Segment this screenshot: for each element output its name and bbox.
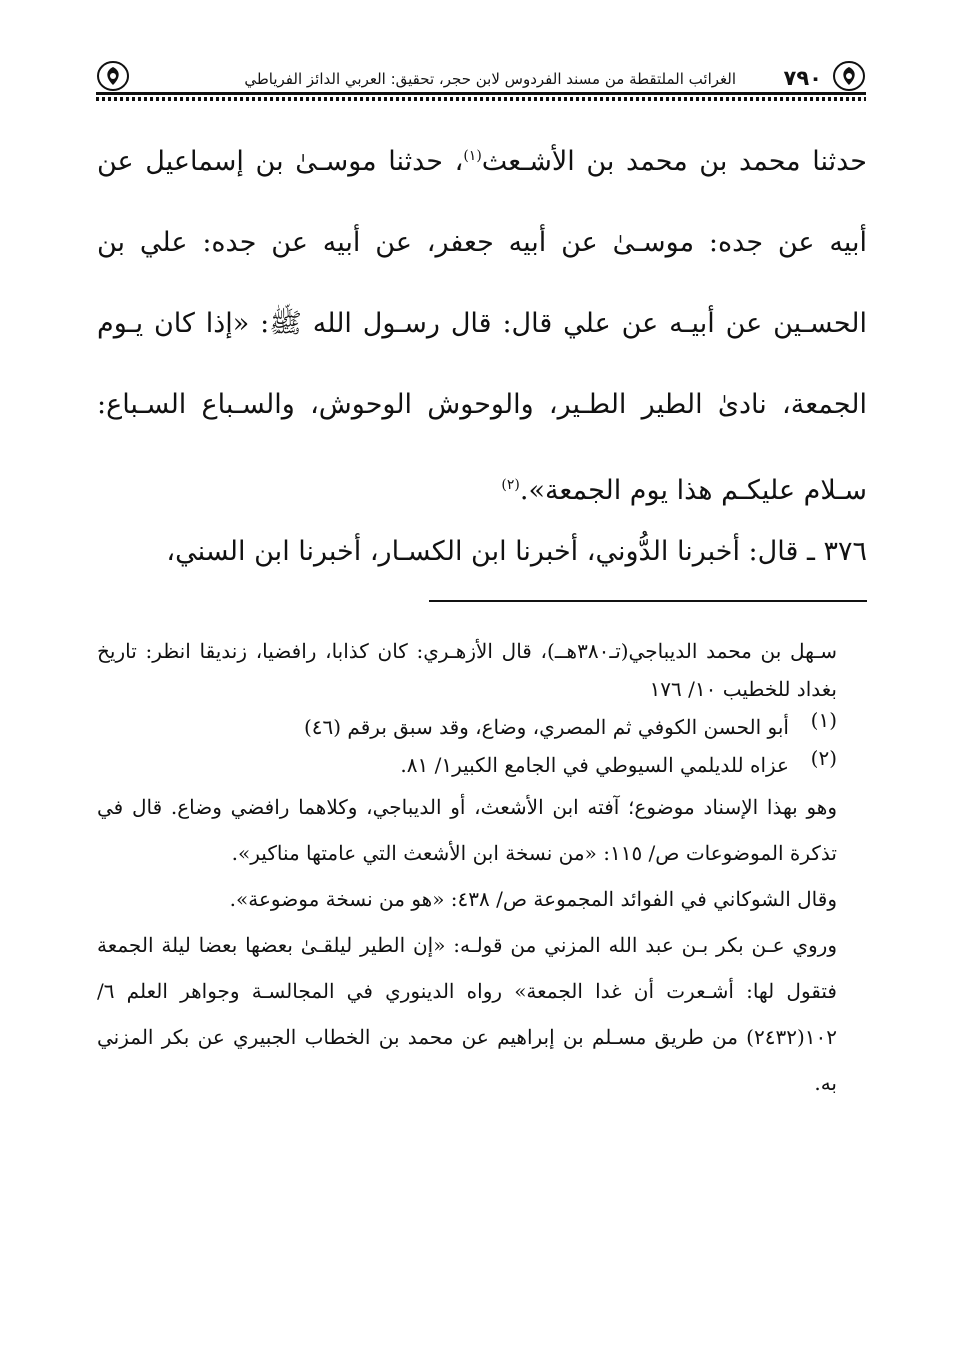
footnote-separator — [429, 600, 867, 602]
hadith-paragraph — [97, 116, 867, 531]
footnote-ref-2: (٢) — [501, 477, 520, 493]
running-header — [96, 58, 866, 104]
hadith-text-start: حدثنا محمد بن محمد بن الأشـعث — [481, 146, 867, 177]
footnote-1-number: (١) — [810, 708, 837, 732]
footnote-1-text: أبو الحسن الكوفي ثم المصري، وضاع، وقد سبق برقم (٤٦) — [303, 715, 789, 739]
page-number: ٧٩٠ — [783, 66, 822, 90]
book-title: الغرائب الملتقطة من مسند الفردوس لابن حجر، تحقيق: العربي الدائز الفرياطي — [244, 70, 736, 88]
main-text — [97, 116, 867, 531]
header-rule-decorative — [96, 97, 866, 101]
footnote-2-continuation — [97, 784, 837, 1106]
footnote-2-paragraph-2: وقال الشوكاني في الفوائد المجموعة ص/ ٤٣٨: «هو من نسخة موضوعة». — [229, 887, 837, 911]
right-ornament-icon — [832, 60, 866, 92]
footnote-2-text: عزاه للديلمي السيوطي في الجامع الكبير١/ ٨١. — [400, 753, 789, 777]
footnote-carry-over: سـهل بن محمد الديباجي(تـ٣٨٠هــ)، قال الأزهـري: كان كذابا، رافضيا، زنديقا انظر: تاريخ بغداد للخطيب ١٠/ ١٧٦ — [97, 639, 837, 701]
footnote-2 — [97, 746, 837, 784]
footnote-2-paragraph-3: وروي عـن بكر بـن عبد الله المزني من قولـه: «إن الطير ليلقـىٰ بعضها بعضا ليلة الجمعة فتقول لها: أشـعرت أن غدا الجمعة» رواه الدينوري في المجالسـة وجواهر العلم ٦/ ١٠٢(٢٤٣٢) من طريق مسـلم بن إبراهيم عن محمد بن الخطاب الجبيري عن بكر المزني به. — [97, 933, 837, 1095]
footnote-2-number: (٢) — [810, 746, 837, 770]
footnote-1 — [97, 708, 837, 746]
footnote-ref-1: (١) — [463, 148, 482, 164]
left-ornament-icon — [96, 60, 130, 92]
footnotes — [97, 632, 837, 1106]
footnote-2-paragraph-1: وهو بهذا الإسناد موضوع؛ آفته ابن الأشعث، أو الديباجي، وكلاهما رافضي وضاع. قال في تذكرة الموضوعات ص/ ١١٥: «من نسخة ابن الأشعث التي عامتها مناكير». — [97, 795, 837, 865]
hadith-376-paragraph: ٣٧٦ ـ قال: أخبرنا الدُّوني، أخبرنا ابن الكسـار، أخبرنا ابن السني، — [166, 536, 867, 567]
hadith-text-rest: ، حدثنا موسـىٰ بن إسماعيل عن أبيه عن جده: موسـىٰ عن أبيه جعفر، عن أبيه عن جده: علي بن الحسـين عن أبيـه عن علي قال: قال رسـول الله ﷺ: «إذا كان يـوم الجمعة، نادىٰ الطير الطـير، والوحوش الوحوش، والسـباع السـباع: سـلام عليكـم هذا يوم الجمعة». — [97, 146, 867, 506]
header-rule — [96, 92, 866, 95]
